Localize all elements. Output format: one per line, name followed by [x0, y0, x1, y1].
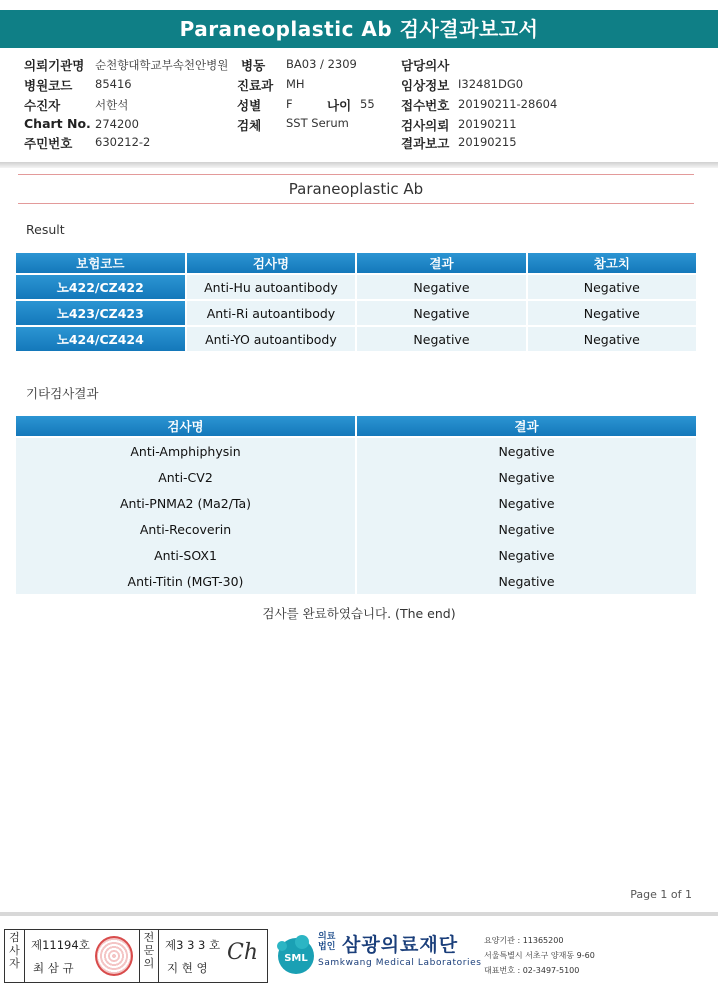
collector-value: 서한석: [95, 98, 129, 112]
sex-value: F: [286, 97, 293, 111]
specialist-label: 전문의: [143, 931, 155, 970]
table-row: [16, 516, 696, 542]
test-name: Anti-YO autoantibody: [187, 327, 356, 353]
org-name: 삼광의료재단: [342, 934, 459, 956]
tester-vertical-label: [5, 930, 25, 982]
official-seal: [95, 936, 133, 976]
table-row: [16, 438, 696, 464]
test-name: Anti-CV2: [16, 464, 355, 490]
test-result: Negative: [357, 464, 696, 490]
test-name: Anti-PNMA2 (Ma2/Ta): [16, 490, 355, 516]
dept-label: 진료과: [237, 78, 274, 93]
col-header-result: 결과: [357, 253, 525, 275]
sex-label: 성별: [237, 98, 262, 113]
footer-divider: [0, 912, 718, 916]
table-row: [16, 542, 696, 568]
test-result: Negative: [357, 516, 696, 542]
table-row: [16, 464, 696, 490]
ward-value: BA03 / 2309: [286, 57, 357, 71]
test-result: Negative: [357, 301, 525, 327]
org-phone: 대표번호 : 02-3497-5100: [484, 966, 580, 975]
test-result: Negative: [357, 542, 696, 568]
report-label: 결과보고: [401, 136, 450, 151]
specialist-license: 제3 3 3 호: [165, 938, 221, 952]
chart-value: 274200: [95, 117, 139, 131]
col-header-name: 검사명: [187, 253, 356, 275]
clinical-label: 임상정보: [401, 78, 450, 93]
doctor-label: 담당의사: [401, 58, 450, 73]
other-results-label: 기타검사결과: [26, 386, 99, 401]
reference-value: Negative: [528, 301, 696, 327]
test-name: Anti-Titin (MGT-30): [16, 568, 355, 594]
table-row: [16, 490, 696, 516]
col-header-code: 보험코드: [16, 253, 185, 275]
specialist-signature: Ch: [227, 940, 259, 965]
test-name: Anti-Amphiphysin: [16, 438, 355, 464]
age-label: 나이: [327, 98, 352, 113]
col-header-name: 검사명: [16, 416, 355, 438]
institution-value: 순천향대학교부속천안병원: [95, 58, 229, 72]
org-english-name: Samkwang Medical Laboratories: [318, 958, 482, 968]
header-divider: [0, 162, 718, 168]
receipt-value: 20190211-28604: [458, 97, 558, 111]
table-row: [16, 275, 696, 301]
specimen-value: SST Serum: [286, 116, 349, 130]
chart-label: Chart No.: [24, 116, 91, 131]
insurance-code: 노423/CZ423: [16, 301, 185, 327]
test-name: Anti-Ri autoantibody: [187, 301, 356, 327]
age-value: 55: [360, 97, 375, 111]
institution-label: 의뢰기관명: [24, 58, 85, 73]
org-contact: [484, 933, 595, 978]
test-result: Negative: [357, 275, 525, 301]
receipt-label: 접수번호: [401, 98, 450, 113]
end-text: 검사를 완료하였습니다. (The end): [262, 606, 456, 621]
test-result: Negative: [357, 568, 696, 594]
test-result: Negative: [357, 327, 525, 353]
section-title: Paraneoplastic Ab: [18, 174, 694, 204]
org-address: 서울특별시 서초구 양재동 9-60: [484, 951, 595, 960]
insurance-code: 노424/CZ424: [16, 327, 185, 353]
test-name: Anti-SOX1: [16, 542, 355, 568]
tester-label: 검사자: [9, 931, 20, 970]
reference-value: Negative: [528, 327, 696, 353]
signature-box: [4, 929, 268, 983]
reference-value: Negative: [528, 275, 696, 301]
sml-logo-icon: [272, 932, 316, 976]
id-value: 630212-2: [95, 135, 151, 149]
specialist-vertical-label: [139, 930, 159, 982]
sml-logo-text: SML: [284, 953, 308, 964]
report-title: Paraneoplastic Ab 검사결과보고서: [0, 10, 718, 48]
test-result: Negative: [357, 438, 696, 464]
dept-value: MH: [286, 77, 305, 91]
tester-name: 최 삼 규: [33, 961, 74, 975]
collector-label: 수진자: [24, 98, 61, 113]
specimen-label: 검체: [237, 118, 262, 133]
ward-label: 병동: [241, 58, 266, 73]
hospital-code-label: 병원코드: [24, 78, 73, 93]
test-name: Anti-Hu autoantibody: [187, 275, 356, 301]
table-row: [16, 568, 696, 594]
specialist-name: 지 현 영: [167, 961, 208, 975]
report-value: 20190215: [458, 135, 517, 149]
clinical-value: I32481DG0: [458, 77, 524, 91]
test-name: Anti-Recoverin: [16, 516, 355, 542]
col-header-result: 결과: [357, 416, 696, 438]
org-code: 요양기관 : 11365200: [484, 936, 564, 945]
col-header-ref: 참고치: [528, 253, 696, 275]
insurance-code: 노422/CZ422: [16, 275, 185, 301]
page-number: Page 1 of 1: [630, 888, 692, 901]
org-prefix: 의료 법인: [318, 932, 336, 952]
other-results-table: [14, 416, 698, 594]
result-label: Result: [26, 222, 65, 237]
result-table: [14, 253, 698, 353]
request-label: 검사의뢰: [401, 118, 450, 133]
table-row: [16, 327, 696, 353]
test-result: Negative: [357, 490, 696, 516]
tester-license: 제11194호: [31, 938, 90, 952]
table-row: [16, 301, 696, 327]
hospital-code-value: 85416: [95, 77, 132, 91]
request-value: 20190211: [458, 117, 517, 131]
id-label: 주민번호: [24, 136, 73, 151]
